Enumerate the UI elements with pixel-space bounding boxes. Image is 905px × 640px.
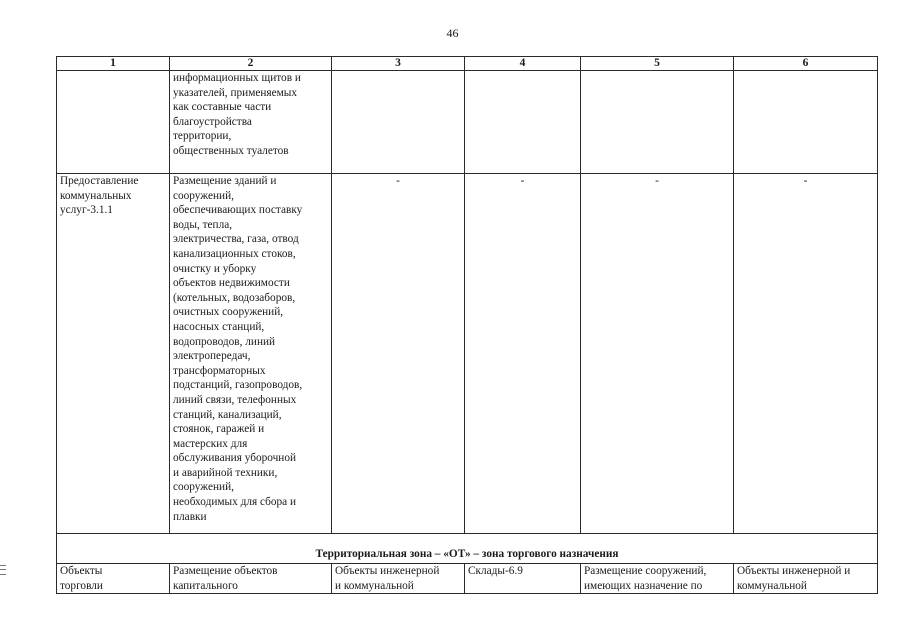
- table-cell: Объекты инженерной и коммунальной: [734, 564, 878, 594]
- table-row: [57, 564, 878, 594]
- page-number: 46: [446, 26, 459, 40]
- table-cell: [581, 71, 734, 174]
- column-header-3: 3: [332, 57, 465, 71]
- table-cell: Объекты инженерной и коммунальной: [332, 564, 465, 594]
- column-header-5: 5: [581, 57, 734, 71]
- dash-cell: -: [581, 174, 734, 534]
- table-row: [57, 174, 878, 534]
- column-header-1: 1: [57, 57, 170, 71]
- dash-cell: -: [734, 174, 878, 534]
- table-row: [57, 71, 878, 174]
- table-cell: [57, 71, 170, 174]
- table-cell: Размещение объектов капитального: [170, 564, 332, 594]
- table-cell: [465, 71, 581, 174]
- use-type-cell: Предоставление коммунальных услуг-3.1.1: [57, 174, 170, 534]
- table-cell: информационных щитов и указателей, применяемых как составные части благоустройства территории, общественных туалетов: [170, 71, 332, 174]
- column-header-4: 4: [465, 57, 581, 71]
- column-number-row: [57, 57, 878, 71]
- use-description-cell: Размещение зданий и сооружений, обеспечивающих поставку воды, тепла, электричества, газа, отвод канализационных стоков, очистку и уборку объектов недвижимости (котельных, водозаборов, очистных сооружений, насосных станций, водопроводов, линий электропередач, трансформаторных подстанций, газопроводов, линий связи, телефонных станций, канализаций, стоянок, гаражей и мастерских для обслуживания уборочной и аварийной техники, сооружений, необходимых для сбора и плавки: [170, 174, 332, 534]
- zone-heading: Территориальная зона – «ОТ» – зона торгового назначения: [57, 534, 878, 564]
- column-header-6: 6: [734, 57, 878, 71]
- zone-heading-row: [57, 534, 878, 564]
- table-cell: Склады-6.9: [465, 564, 581, 594]
- table-cell: Объекты торговли: [57, 564, 170, 594]
- margin-mark: [0, 565, 6, 575]
- column-header-2: 2: [170, 57, 332, 71]
- dash-cell: -: [332, 174, 465, 534]
- dash-cell: -: [465, 174, 581, 534]
- land-use-table: [56, 56, 878, 594]
- table-cell: [332, 71, 465, 174]
- table-cell: [734, 71, 878, 174]
- table-cell: Размещение сооружений, имеющих назначение по: [581, 564, 734, 594]
